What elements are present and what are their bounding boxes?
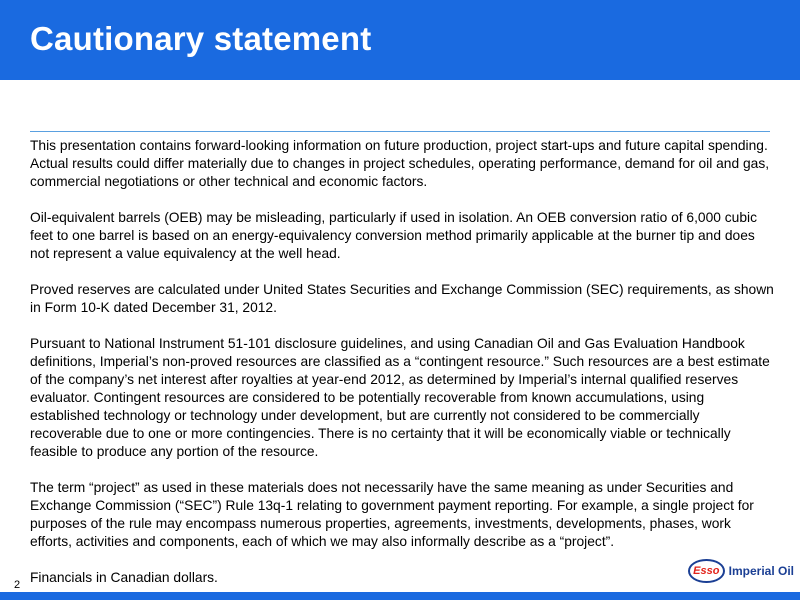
header-band xyxy=(0,0,800,80)
paragraph-currency: Financials in Canadian dollars. xyxy=(30,570,218,585)
imperial-oil-logo xyxy=(688,556,794,586)
paragraph-proved-reserves: Proved reserves are calculated under United States Securities and Exchange Commission (SEC) requirements, as shown in Form 10-K dated December 31, 2012. xyxy=(30,282,774,315)
page-number: 2 xyxy=(14,579,21,591)
paragraph-oeb: Oil-equivalent barrels (OEB) may be misleading, particularly if used in isolation. An OEB conversion ratio of 6,000 cubic feet to one barrel is based on an energy-equivalency conversion method primarily applicable at the burner tip and does not represent a value equivalency at the well head. xyxy=(30,210,757,261)
slide-title: Cautionary statement xyxy=(30,20,372,57)
esso-logo-icon xyxy=(688,559,725,583)
paragraph-contingent-resources: Pursuant to National Instrument 51-101 disclosure guidelines, and using Canadian Oil and Gas Evaluation Handbook definitions, Imperial’s non-proved resources are classified as a “contingent resource.” Such resources are a best estimate of the company’s net interest after royalties at year-end 2012, as determined by Imperial’s internal qualified reserves evaluator. Contingent resources are considered to be potentially recoverable from known accumulations, using established technology or technology under development, but are currently not considered to be commercially recoverable due to one or more contingencies. There is no certainty that it will be economically viable or technically feasible to produce any portion of the resource. xyxy=(30,336,770,459)
paragraph-project-term: The term “project” as used in these materials does not necessarily have the same meaning as under Securities and Exchange Commission (“SEC”) Rule 13q-1 relating to government payment reporting. For example, a single project for purposes of the rule may encompass numerous properties, agreements, investments, developments, phases, work efforts, activities and components, each of which we may also informally describe as a “project”. xyxy=(30,480,754,549)
esso-logo-text: Esso xyxy=(693,565,720,577)
title-divider xyxy=(30,131,770,132)
footer-band xyxy=(0,592,800,600)
cautionary-body xyxy=(30,137,775,587)
brand-name: Imperial Oil xyxy=(728,564,794,578)
paragraph-forward-looking: This presentation contains forward-looking information on future production, project start-ups and future capital spending. Actual results could differ materially due to changes in project schedules, operating performance, demand for oil and gas, commercial negotiations or other technical and economic factors. xyxy=(30,138,770,189)
